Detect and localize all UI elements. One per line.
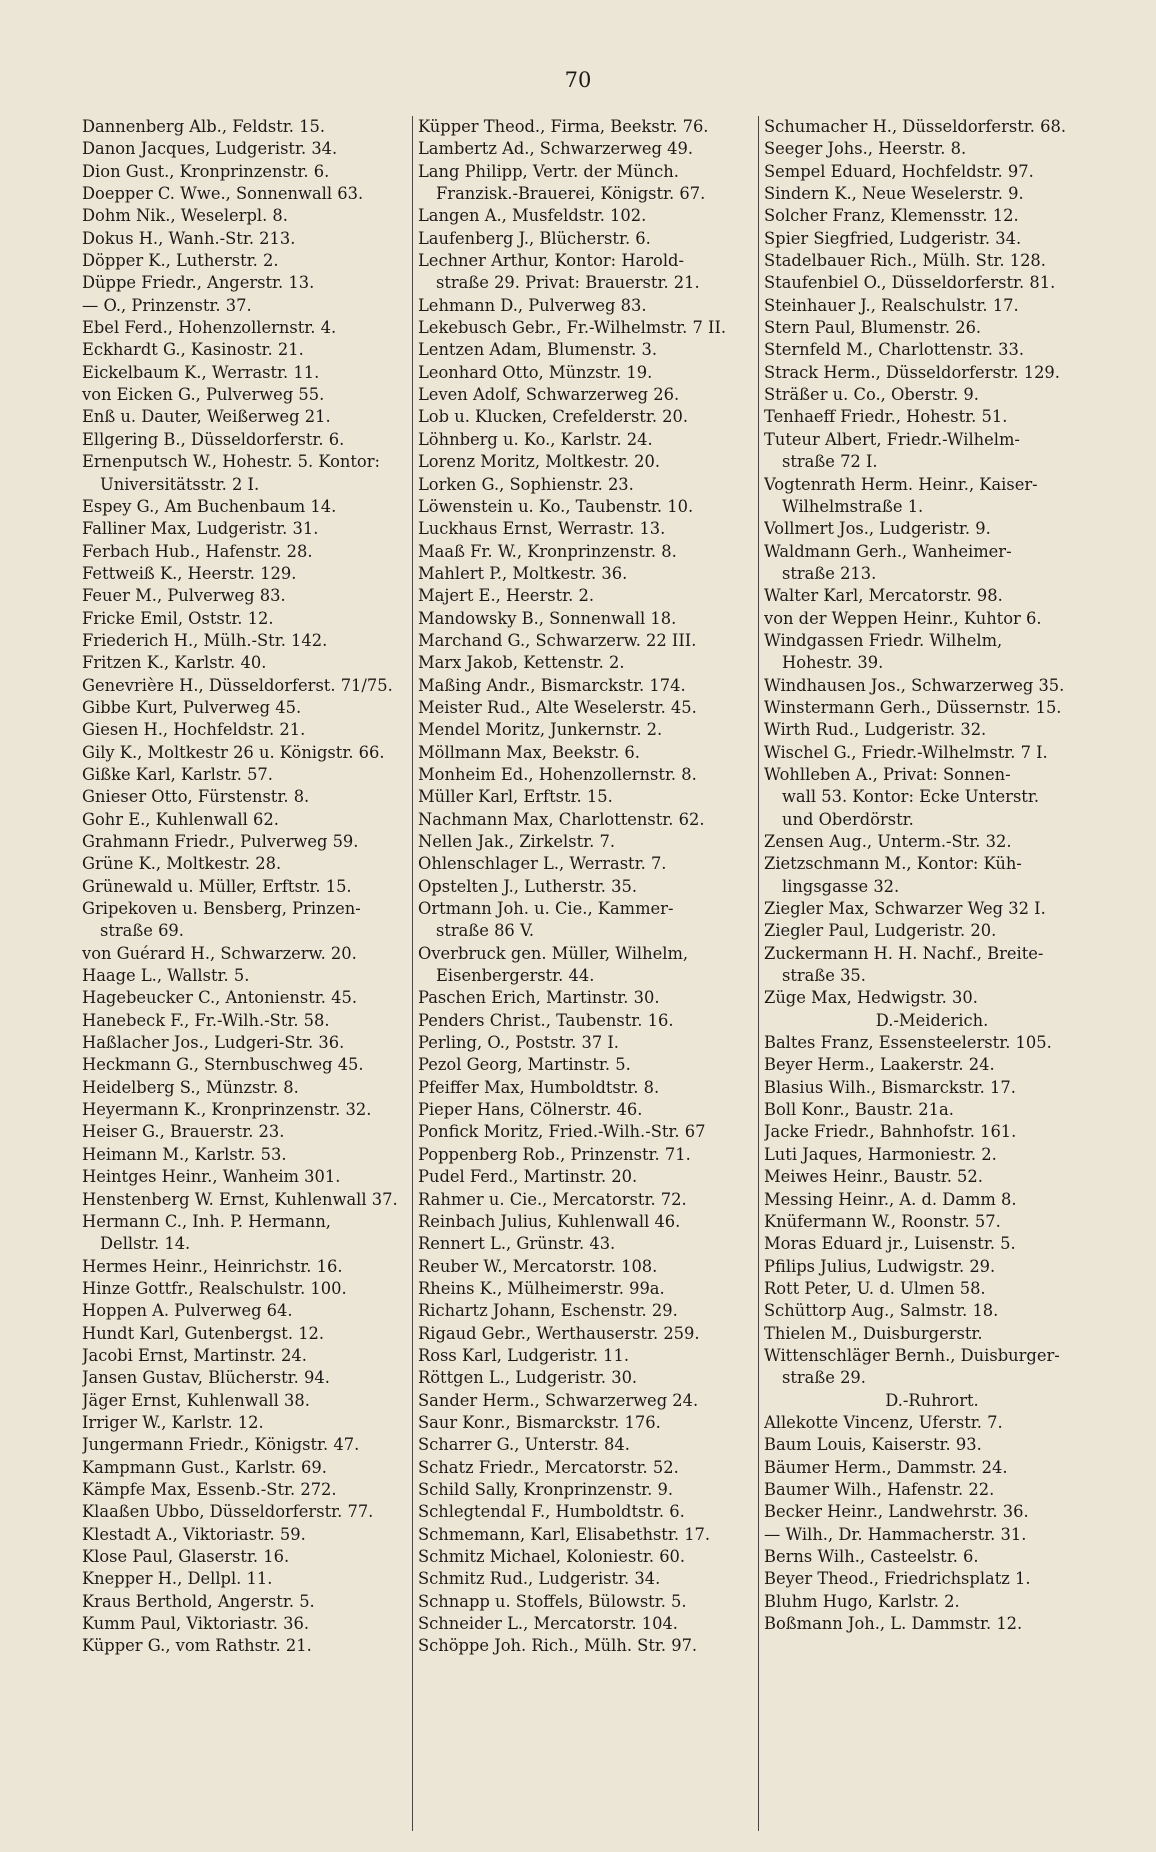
directory-entry: Vollmert Jos., Ludgeristr. 9. bbox=[764, 519, 991, 539]
directory-entry: Wischel G., Friedr.-Wilhelmstr. 7 I. bbox=[764, 742, 1048, 762]
directory-entry: Ross Karl, Ludgeristr. 11. bbox=[418, 1345, 630, 1365]
directory-entry: Luckhaus Ernst, Werrastr. 13. bbox=[418, 519, 666, 539]
directory-entry: Waldmann Gerh., Wanheimer- bbox=[764, 541, 1012, 561]
directory-entry: Wilhelmstraße 1. bbox=[782, 496, 924, 516]
directory-entry: Tuteur Albert, Friedr.-Wilhelm- bbox=[764, 429, 1020, 449]
directory-entry: Sindern K., Neue Weselerstr. 9. bbox=[764, 184, 1024, 204]
directory-entry: Hanebeck F., Fr.-Wilh.-Str. 58. bbox=[82, 1010, 330, 1030]
directory-entry: Heyermann K., Kronprinzenstr. 32. bbox=[82, 1100, 372, 1120]
directory-entry: Walter Karl, Mercatorstr. 98. bbox=[764, 586, 1003, 606]
directory-entry: Feuer M., Pulverweg 83. bbox=[82, 586, 286, 606]
directory-entry: straße 213. bbox=[782, 563, 877, 583]
directory-entry: Fritzen K., Karlstr. 40. bbox=[82, 653, 267, 673]
directory-entry: Röttgen L., Ludgeristr. 30. bbox=[418, 1368, 638, 1388]
directory-entry: Eisenbergerstr. 44. bbox=[436, 966, 595, 986]
directory-entry: Maßing Andr., Bismarckstr. 174. bbox=[418, 675, 686, 695]
directory-entry: Dokus H., Wanh.-Str. 213. bbox=[82, 228, 296, 248]
directory-entry: Ziegler Paul, Ludgeristr. 20. bbox=[764, 921, 997, 941]
column-1 bbox=[82, 116, 412, 1836]
directory-entry: Spier Siegfried, Ludgeristr. 34. bbox=[764, 228, 1022, 248]
directory-entry: Heimann M., Karlstr. 53. bbox=[82, 1144, 287, 1164]
directory-entry: Gnieser Otto, Fürstenstr. 8. bbox=[82, 787, 310, 807]
directory-entry: Dellstr. 14. bbox=[100, 1234, 191, 1254]
directory-entry: Pezol Georg, Martinstr. 5. bbox=[418, 1055, 631, 1075]
directory-entry: Boßmann Joh., L. Dammstr. 12. bbox=[764, 1614, 1023, 1634]
directory-entry: straße 86 V. bbox=[436, 921, 535, 941]
directory-entry: Hinze Gottfr., Realschulstr. 100. bbox=[82, 1278, 347, 1298]
directory-entry: Schlegtendal F., Humboldtstr. 6. bbox=[418, 1502, 685, 1522]
directory-entry: Dannenberg Alb., Feldstr. 15. bbox=[82, 117, 326, 136]
directory-entry: Ernenputsch W., Hohestr. 5. Kontor: bbox=[82, 452, 380, 472]
directory-entry: Schmemann, Karl, Elisabethstr. 17. bbox=[418, 1524, 711, 1544]
directory-entry: Döpper K., Lutherstr. 2. bbox=[82, 251, 279, 271]
directory-entry: Overbruck gen. Müller, Wilhelm, bbox=[418, 943, 689, 963]
directory-entry: Rheins K., Mülheimerstr. 99a. bbox=[418, 1278, 665, 1298]
directory-entry: Wittenschläger Bernh., Duisburger- bbox=[764, 1345, 1060, 1365]
column-divider-1 bbox=[412, 116, 413, 1831]
directory-entry: Solcher Franz, Klemensstr. 12. bbox=[764, 206, 1019, 226]
directory-entry: Hundt Karl, Gutenbergst. 12. bbox=[82, 1323, 325, 1343]
directory-entry: Marx Jakob, Kettenstr. 2. bbox=[418, 653, 625, 673]
directory-entry: Meister Rud., Alte Weselerstr. 45. bbox=[418, 697, 697, 717]
directory-entry: und Oberdörstr. bbox=[782, 809, 914, 829]
directory-entry: Düppe Friedr., Angerstr. 13. bbox=[82, 273, 315, 293]
directory-entry: Laufenberg J., Blücherstr. 6. bbox=[418, 228, 651, 248]
directory-entry: Hagebeucker C., Antonienstr. 45. bbox=[82, 988, 358, 1008]
directory-entry: Kumm Paul, Viktoriastr. 36. bbox=[82, 1614, 310, 1634]
directory-entry: Baumer Wilh., Hafenstr. 22. bbox=[764, 1479, 995, 1499]
directory-entry: Ponfick Moritz, Fried.-Wilh.-Str. 67 bbox=[418, 1122, 706, 1142]
page-number: 70 bbox=[564, 68, 592, 92]
directory-entry: Heckmann G., Sternbuschweg 45. bbox=[82, 1055, 364, 1075]
directory-entry: Gohr E., Kuhlenwall 62. bbox=[82, 809, 279, 829]
directory-entry: Falliner Max, Ludgeristr. 31. bbox=[82, 519, 319, 539]
directory-entry: Gibbe Kurt, Pulverweg 45. bbox=[82, 697, 302, 717]
directory-entry: Schüttorp Aug., Salmstr. 18. bbox=[764, 1301, 999, 1321]
directory-entry: — Wilh., Dr. Hammacherstr. 31. bbox=[764, 1524, 1027, 1544]
directory-entry: Beyer Theod., Friedrichsplatz 1. bbox=[764, 1569, 1031, 1589]
directory-entry: Lekebusch Gebr., Fr.-Wilhelmstr. 7 II. bbox=[418, 318, 727, 338]
directory-entry: Kraus Berthold, Angerstr. 5. bbox=[82, 1591, 315, 1611]
directory-entry: Hohestr. 39. bbox=[782, 653, 884, 673]
directory-entry: Jäger Ernst, Kuhlenwall 38. bbox=[82, 1390, 310, 1410]
directory-entry: Schumacher H., Düsseldorferstr. 68. bbox=[764, 117, 1066, 136]
directory-entry: Henstenberg W. Ernst, Kuhlenwall 37. bbox=[82, 1189, 398, 1209]
directory-entry: Eickelbaum K., Werrastr. 11. bbox=[82, 362, 320, 382]
directory-entry: Ohlenschlager L., Werrastr. 7. bbox=[418, 854, 667, 874]
directory-entry: Ferbach Hub., Hafenstr. 28. bbox=[82, 541, 313, 561]
directory-entry: Sträßer u. Co., Oberstr. 9. bbox=[764, 385, 979, 405]
directory-entry: Klaaßen Ubbo, Düsseldorferstr. 77. bbox=[82, 1502, 374, 1522]
directory-entry: Dion Gust., Kronprinzenstr. 6. bbox=[82, 161, 330, 181]
directory-entry: Opstelten J., Lutherstr. 35. bbox=[418, 876, 638, 896]
directory-entry: Enß u. Dauter, Weißerweg 21. bbox=[82, 407, 331, 427]
directory-entry: Hermann C., Inh. P. Hermann, bbox=[82, 1211, 331, 1231]
directory-entry: Staufenbiel O., Düsseldorferstr. 81. bbox=[764, 273, 1056, 293]
directory-entry: Lentzen Adam, Blumenstr. 3. bbox=[418, 340, 658, 360]
directory-entry: Berns Wilh., Casteelstr. 6. bbox=[764, 1547, 979, 1566]
column-3 bbox=[764, 116, 1100, 1836]
directory-entry: Gißke Karl, Karlstr. 57. bbox=[82, 764, 273, 784]
directory-entry: Beyer Herm., Laakerstr. 24. bbox=[764, 1055, 995, 1075]
directory-entry: Küpper G., vom Rathstr. 21. bbox=[82, 1636, 312, 1656]
directory-entry: Windhausen Jos., Schwarzerweg 35. bbox=[764, 675, 1065, 695]
directory-entry: Richartz Johann, Eschenstr. 29. bbox=[418, 1301, 678, 1321]
directory-entry: Grüne K., Moltkestr. 28. bbox=[82, 854, 282, 874]
directory-entry: Reuber W., Mercatorstr. 108. bbox=[418, 1256, 658, 1276]
directory-entry: Lorken G., Sophienstr. 23. bbox=[418, 474, 634, 494]
directory-entry: straße 35. bbox=[782, 966, 866, 986]
directory-entry: Lorenz Moritz, Moltkestr. 20. bbox=[418, 452, 661, 472]
directory-entry: Majert E., Heerstr. 2. bbox=[418, 586, 595, 606]
directory-entry: Fricke Emil, Oststr. 12. bbox=[82, 608, 274, 628]
directory-entry: Heidelberg S., Münzstr. 8. bbox=[82, 1077, 299, 1097]
directory-entry: Universitätsstr. 2 I. bbox=[100, 474, 260, 494]
directory-entry: Luti Jaques, Harmoniestr. 2. bbox=[764, 1144, 997, 1164]
directory-entry: Strack Herm., Düsseldorferstr. 129. bbox=[764, 362, 1060, 382]
column-divider-2 bbox=[758, 116, 759, 1831]
directory-entry: Ortmann Joh. u. Cie., Kammer- bbox=[418, 899, 674, 919]
directory-entry: von Guérard H., Schwarzerw. 20. bbox=[82, 943, 357, 963]
directory-entry: Scharrer G., Unterstr. 84. bbox=[418, 1435, 630, 1455]
directory-entry: Haage L., Wallstr. 5. bbox=[82, 966, 250, 986]
directory-entry: Schöppe Joh. Rich., Mülh. Str. 97. bbox=[418, 1636, 698, 1656]
directory-entry: Löwenstein u. Ko., Taubenstr. 10. bbox=[418, 496, 694, 516]
directory-entry: Leonhard Otto, Münzstr. 19. bbox=[418, 362, 653, 382]
directory-entry: Kampmann Gust., Karlstr. 69. bbox=[82, 1457, 327, 1477]
directory-entry: Thielen M., Duisburgerstr. bbox=[764, 1323, 983, 1343]
directory-entry: Leven Adolf, Schwarzerweg 26. bbox=[418, 385, 680, 405]
directory-entry: Klestadt A., Viktoriastr. 59. bbox=[82, 1524, 306, 1544]
directory-entry: Klose Paul, Glaserstr. 16. bbox=[82, 1547, 290, 1566]
directory-entry: Jacobi Ernst, Martinstr. 24. bbox=[82, 1345, 307, 1365]
directory-entry: Jansen Gustav, Blücherstr. 94. bbox=[82, 1368, 330, 1388]
directory-entry: Jungermann Friedr., Königstr. 47. bbox=[82, 1435, 360, 1455]
directory-entry: Messing Heinr., A. d. Damm 8. bbox=[764, 1189, 1017, 1209]
directory-entry: Rigaud Gebr., Werthauserstr. 259. bbox=[418, 1323, 700, 1343]
directory-entry: Schild Sally, Kronprinzenstr. 9. bbox=[418, 1479, 674, 1499]
directory-entry: Eckhardt G., Kasinostr. 21. bbox=[82, 340, 304, 360]
directory-entry: Sander Herm., Schwarzerweg 24. bbox=[418, 1390, 699, 1410]
directory-entry: Perling, O., Poststr. 37 I. bbox=[418, 1033, 619, 1053]
directory-entry: Saur Konr., Bismarckstr. 176. bbox=[418, 1412, 661, 1432]
directory-entry: Maaß Fr. W., Kronprinzenstr. 8. bbox=[418, 541, 677, 561]
directory-entry: Stern Paul, Blumenstr. 26. bbox=[764, 318, 982, 338]
section-heading: D.-Ruhrort. bbox=[885, 1390, 979, 1410]
directory-entry: Schmitz Michael, Koloniestr. 60. bbox=[418, 1547, 686, 1566]
directory-entry: Lob u. Klucken, Crefelderstr. 20. bbox=[418, 407, 689, 427]
directory-entry: Wohlleben A., Privat: Sonnen- bbox=[764, 764, 1011, 784]
directory-entry: Kämpfe Max, Essenb.-Str. 272. bbox=[82, 1479, 337, 1499]
directory-entry: von der Weppen Heinr., Kuhtor 6. bbox=[764, 608, 1042, 628]
directory-entry: Bäumer Herm., Dammstr. 24. bbox=[764, 1457, 1008, 1477]
directory-entry: Dohm Nik., Weselerpl. 8. bbox=[82, 206, 288, 226]
directory-entry: Schatz Friedr., Mercatorstr. 52. bbox=[418, 1457, 679, 1477]
directory-entry: Doepper C. Wwe., Sonnenwall 63. bbox=[82, 184, 364, 204]
directory-entry: Züge Max, Hedwigstr. 30. bbox=[764, 988, 978, 1008]
directory-entry: von Eicken G., Pulverweg 55. bbox=[82, 385, 325, 405]
directory-entry: Boll Konr., Baustr. 21a. bbox=[764, 1100, 954, 1120]
directory-entry: Lambertz Ad., Schwarzerweg 49. bbox=[418, 139, 694, 159]
directory-entry: Stadelbauer Rich., Mülh. Str. 128. bbox=[764, 251, 1046, 271]
directory-entry: Pieper Hans, Cölnerstr. 46. bbox=[418, 1100, 643, 1120]
directory-entry: Gripekoven u. Bensberg, Prinzen- bbox=[82, 899, 361, 919]
section-heading: D.-Meiderich. bbox=[875, 1010, 989, 1030]
directory-entry: Lechner Arthur, Kontor: Harold- bbox=[418, 251, 684, 271]
directory-entry: Nellen Jak., Zirkelstr. 7. bbox=[418, 832, 616, 851]
directory-entry: wall 53. Kontor: Ecke Unterstr. bbox=[782, 787, 1040, 807]
directory-entry: Baum Louis, Kaiserstr. 93. bbox=[764, 1435, 982, 1455]
directory-entry: straße 29. bbox=[782, 1368, 866, 1388]
directory-entry: Schnapp u. Stoffels, Bülowstr. 5. bbox=[418, 1591, 687, 1611]
directory-entry: Windgassen Friedr. Wilhelm, bbox=[764, 630, 1003, 650]
directory-entry: Reinbach Julius, Kuhlenwall 46. bbox=[418, 1211, 681, 1231]
directory-entry: Tenhaeff Friedr., Hohestr. 51. bbox=[764, 407, 1008, 427]
directory-entry: Pfilips Julius, Ludwigstr. 29. bbox=[764, 1256, 996, 1276]
directory-entry: Zietzschmann M., Kontor: Küh- bbox=[764, 854, 1022, 874]
directory-entry: Rott Peter, U. d. Ulmen 58. bbox=[764, 1278, 986, 1298]
directory-entry: Allekotte Vincenz, Uferstr. 7. bbox=[764, 1412, 1003, 1432]
directory-entry: Ellgering B., Düsseldorferstr. 6. bbox=[82, 429, 345, 449]
directory-entry: Blasius Wilh., Bismarckstr. 17. bbox=[764, 1077, 1016, 1097]
directory-entry: Penders Christ., Taubenstr. 16. bbox=[418, 1010, 674, 1030]
directory-entry: Müller Karl, Erftstr. 15. bbox=[418, 787, 613, 807]
directory-entry: Sempel Eduard, Hochfeldstr. 97. bbox=[764, 161, 1034, 181]
directory-entry: Jacke Friedr., Bahnhofstr. 161. bbox=[764, 1122, 1017, 1142]
directory-entry: Zuckermann H. H. Nachf., Breite- bbox=[764, 943, 1044, 963]
directory-entry: Giesen H., Hochfeldstr. 21. bbox=[82, 720, 306, 740]
directory-entry: Franzisk.-Brauerei, Königstr. 67. bbox=[436, 184, 706, 204]
directory-entry: Fettweiß K., Heerstr. 129. bbox=[82, 563, 297, 583]
directory-entry: Danon Jacques, Ludgeristr. 34. bbox=[82, 139, 338, 159]
directory-entry: Lehmann D., Pulverweg 83. bbox=[418, 295, 647, 315]
directory-entry: Langen A., Musfeldstr. 102. bbox=[418, 206, 647, 226]
directory-entry: Bluhm Hugo, Karlstr. 2. bbox=[764, 1591, 960, 1611]
directory-entry: Pudel Ferd., Martinstr. 20. bbox=[418, 1167, 638, 1187]
directory-entry: Mahlert P., Moltkestr. 36. bbox=[418, 563, 628, 583]
directory-entry: Seeger Johs., Heerstr. 8. bbox=[764, 139, 967, 159]
directory-entry: Sternfeld M., Charlottenstr. 33. bbox=[764, 340, 1025, 360]
directory-entry: Ebel Ferd., Hohenzollernstr. 4. bbox=[82, 318, 337, 338]
directory-entry: Vogtenrath Herm. Heinr., Kaiser- bbox=[764, 474, 1038, 494]
directory-entry: Ziegler Max, Schwarzer Weg 32 I. bbox=[764, 899, 1046, 919]
directory-entry: Rennert L., Grünstr. 43. bbox=[418, 1234, 616, 1254]
directory-entry: Zensen Aug., Unterm.-Str. 32. bbox=[764, 832, 1012, 851]
directory-entry: Knepper H., Dellpl. 11. bbox=[82, 1569, 273, 1589]
directory-entry: Pfeiffer Max, Humboldtstr. 8. bbox=[418, 1077, 660, 1097]
directory-entry: Schmitz Rud., Ludgeristr. 34. bbox=[418, 1569, 661, 1589]
directory-entry: Grahmann Friedr., Pulverweg 59. bbox=[82, 832, 359, 851]
directory-entry: Espey G., Am Buchenbaum 14. bbox=[82, 496, 337, 516]
directory-entry: Heiser G., Brauerstr. 23. bbox=[82, 1122, 285, 1142]
directory-entry: lingsgasse 32. bbox=[782, 876, 900, 896]
directory-entry: Becker Heinr., Landwehrstr. 36. bbox=[764, 1502, 1029, 1522]
directory-entry: straße 69. bbox=[100, 921, 184, 941]
directory-entry: Haßlacher Jos., Ludgeri-Str. 36. bbox=[82, 1033, 345, 1053]
directory-entry: straße 72 I. bbox=[782, 452, 878, 472]
directory-entry: Wirth Rud., Ludgeristr. 32. bbox=[764, 720, 987, 740]
directory-entry: — O., Prinzenstr. 37. bbox=[82, 295, 252, 315]
directory-entry: Steinhauer J., Realschulstr. 17. bbox=[764, 295, 1019, 315]
directory-entry: Mandowsky B., Sonnenwall 18. bbox=[418, 608, 677, 628]
directory-entry: Rahmer u. Cie., Mercatorstr. 72. bbox=[418, 1189, 687, 1209]
directory-entry: Meiwes Heinr., Baustr. 52. bbox=[764, 1167, 983, 1187]
directory-entry: Baltes Franz, Essensteelerstr. 105. bbox=[764, 1033, 1052, 1053]
directory-entry: Küpper Theod., Firma, Beekstr. 76. bbox=[418, 117, 709, 136]
directory-entry: Nachmann Max, Charlottenstr. 62. bbox=[418, 809, 705, 829]
directory-entry: Schneider L., Mercatorstr. 104. bbox=[418, 1614, 678, 1634]
directory-entry: Löhnberg u. Ko., Karlstr. 24. bbox=[418, 429, 653, 449]
directory-entry: Winstermann Gerh., Düssernstr. 15. bbox=[764, 697, 1062, 717]
directory-entry: Moras Eduard jr., Luisenstr. 5. bbox=[764, 1234, 1016, 1254]
directory-entry: Lang Philipp, Vertr. der Münch. bbox=[418, 161, 679, 181]
directory-entry: Knüfermann W., Roonstr. 57. bbox=[764, 1211, 1001, 1231]
directory-entry: Paschen Erich, Martinstr. 30. bbox=[418, 988, 660, 1008]
directory-entry: Gily K., Moltkestr 26 u. Königstr. 66. bbox=[82, 742, 385, 762]
directory-entry: Monheim Ed., Hohenzollernstr. 8. bbox=[418, 764, 697, 784]
directory-entry: Hermes Heinr., Heinrichstr. 16. bbox=[82, 1256, 343, 1276]
directory-entry: Friederich H., Mülh.-Str. 142. bbox=[82, 630, 328, 650]
directory-entry: Marchand G., Schwarzerw. 22 III. bbox=[418, 630, 697, 650]
directory-entry: straße 29. Privat: Brauerstr. 21. bbox=[436, 273, 700, 293]
directory-entry: Grünewald u. Müller, Erftstr. 15. bbox=[82, 876, 352, 896]
directory-entry: Mendel Moritz, Junkernstr. 2. bbox=[418, 720, 663, 740]
directory-entry: Möllmann Max, Beekstr. 6. bbox=[418, 742, 640, 762]
directory-entry: Poppenberg Rob., Prinzenstr. 71. bbox=[418, 1144, 691, 1164]
directory-entry: Heintges Heinr., Wanheim 301. bbox=[82, 1167, 341, 1187]
column-2 bbox=[418, 116, 756, 1836]
directory-entry: Irriger W., Karlstr. 12. bbox=[82, 1412, 264, 1432]
directory-entry: Hoppen A. Pulverweg 64. bbox=[82, 1301, 293, 1321]
directory-entry: Genevrière H., Düsseldorferst. 71/75. bbox=[82, 675, 393, 695]
